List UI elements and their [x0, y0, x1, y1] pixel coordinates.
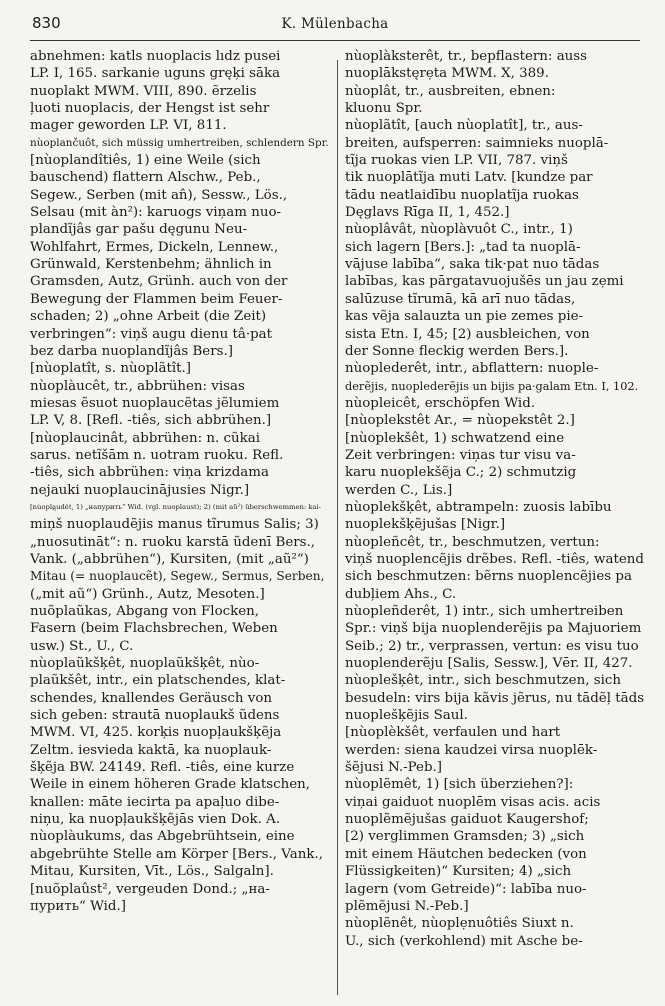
text-line: nuoplekšķẽjušas [Nigr.] [345, 517, 506, 533]
text-line: [nuõplaûst², vergeuden Dond.; „на- [30, 881, 270, 897]
running-title: K. Mülenbacha [281, 16, 389, 32]
text-line: miesas ẽsuot nuoplaucẽtas jẽlumiem [30, 395, 280, 411]
text-line: nuoplenderẽju [Salis, Sessw.], Vēr. II, 427. [345, 656, 633, 672]
text-line: kas vẽja salauzta un pie zemes pie- [345, 309, 584, 325]
text-line: Flüssigkeiten)“ Kursiten; 4) „sich [345, 864, 572, 880]
text-line: („mit aũ“) Grünh., Autz, Mesoten.] [30, 586, 265, 602]
text-line: niņu, ka nuopļaukšķẽjās vien Dok. A. [30, 812, 281, 828]
text-line: der Sonne fleckig werden Bers.]. [345, 343, 569, 359]
text-line: tĩja ruokas vien LP. VII, 787. viņš [345, 153, 568, 169]
text-line: Mitau (= nuoplaucẽt), Segew., Sermus, Serben, [30, 569, 325, 584]
page-header [30, 6, 640, 41]
text-line: Gramsden, Autz, Grünh. auch von der [30, 274, 288, 290]
text-line: MWM. VI, 425. korķis nuopļaukšķẽja [30, 725, 282, 741]
text-line: [2) verglimmen Gramsden; 3) „sich [345, 829, 585, 845]
text-line: viņš nuoplencẽjis drẽbes. Refl. -tiês, watend [345, 551, 644, 567]
text-line: bez darba nuoplandĩjâs Bers.] [30, 343, 233, 359]
text-line: nùoplâvât, nùoplàvuôt C., intr., 1) [345, 222, 573, 238]
page-number: 830 [32, 14, 61, 32]
text-line: plaũkšêt, intr., ein platschendes, klat- [30, 673, 286, 689]
text-line: nùopleñderêt, 1) intr., sich umhertreiben [345, 604, 624, 619]
text-line: mit einem Häutchen bedecken (von [345, 846, 587, 862]
text-line: U., sich (verkohlend) mit Asche be- [345, 933, 583, 949]
text-line: usw.) St., U., C. [30, 638, 134, 654]
column-divider [337, 60, 338, 995]
text-line: Weile in einem höheren Grade klatschen, [30, 777, 311, 793]
text-line: Selsau (mit àn²): karuogs viņam nuo- [30, 205, 282, 221]
text-line: nùopleñcêt, tr., beschmutzen, vertun: [345, 534, 600, 550]
text-line: LP. I, 165. sarkanie uguns gręķi sāka [30, 66, 281, 82]
text-line: tik nuoplātĩja muti Latv. [kundze par [345, 170, 593, 186]
text-line: nuoplakt MWM. VIII, 890. ẽrzelis [30, 83, 257, 99]
text-line: [nùopla̢udêt, 1) „напурить“ Wid. (vgl. nuoplaust); 2) (mit aũ²) überschwemmen: kai- [30, 502, 321, 511]
text-line: werden: siena kaudzei virsa nuoplēk- [345, 742, 598, 758]
text-line: nùoplešķêt, intr., sich beschmutzen, sich [345, 673, 622, 689]
text-line: abgebrühte Stelle am Körper [Bers., Vank., [30, 846, 323, 862]
text-line: -tiês, sich abbrühen: viņa krizdama [30, 465, 269, 481]
text-line: schendes, knallendes Geräusch von [30, 690, 273, 706]
text-line: verbringen“: viņš augu dienu tâ·pat [30, 326, 273, 342]
text-line: [nùoplekšêt, 1) schwatzend eine [345, 430, 565, 446]
text-line: nùoplederêt, intr., abflattern: nuople- [345, 361, 599, 377]
text-line: nuoplešķẽjis Saul. [345, 708, 468, 724]
text-line: sich geben: strautā nuoplaukš ũdens [30, 708, 280, 724]
text-line: „nuosutināt“: n. ruoku karstā ũdenī Bers., [30, 534, 316, 550]
text-line: nuõplaũkas, Abgang von Flocken, [30, 604, 260, 619]
text-line: mager geworden LP. VI, 811. [30, 118, 227, 134]
text-line: [nùoplatît, s. nùoplãtît.] [30, 361, 191, 377]
text-line: nùoplẽnêt, nùoplẹnuôtiês Siuxt n. [345, 916, 574, 932]
text-line: dubļiem Ahs., C. [345, 586, 457, 602]
text-line: nùoplât, tr., ausbreiten, ebnen: [345, 83, 556, 99]
text-line: [nùoplèkšêt, verfaulen und hart [345, 725, 561, 741]
text-line: nùoplàksterêt, tr., bepflastern: auss [345, 49, 588, 64]
text-line: Fasern (beim Flachsbrechen, Weben [30, 621, 278, 637]
text-line: nejauki nuoplaucinājusies Nigr.] [30, 482, 250, 498]
text-line: nùoplekšķêt, abtrampeln: zuosis labību [345, 499, 612, 515]
text-line: LP. V, 8. [Refl. -tiês, sich abbrühen.] [30, 413, 272, 429]
text-line: šẽjusi N.-Peb.] [345, 760, 443, 776]
text-line: nùoplãtît, [auch nùoplatît], tr., aus- [345, 118, 583, 134]
text-line: Segew., Serben (mit an̂), Sessw., Lös., [30, 187, 288, 203]
text-line: besudeln: virs bija kãvis jẽrus, nu tādẽļ tāds [345, 690, 645, 706]
text-line: lagern (vom Getreide)“: labība nuo- [345, 881, 587, 897]
text-line: Grünwald, Kerstenbehm; ähnlich in [30, 257, 272, 273]
text-line: salūzuse tĩrumā, kā arī nuo tādas, [345, 291, 576, 307]
text-line: miņš nuoplaudẽjis manus tĩrumus Salis; 3) [30, 517, 319, 533]
text-line: plandĩjâs gar pašu dęgunu Neu- [30, 222, 248, 238]
text-line: schaden; 2) „ohne Arbeit (die Zeit) [30, 309, 267, 325]
right-column [345, 48, 645, 998]
text-line: Wohlfahrt, Ermes, Dickeln, Lennew., [30, 239, 279, 255]
text-line: Bewegung der Flammen beim Feuer- [30, 291, 283, 307]
text-line: werden C., Lis.] [345, 482, 453, 498]
text-line: Zeltm. iesvieda kaktā, ka nuoplauk- [30, 742, 272, 758]
text-line: abnehmen: katls nuoplacis lıdz pusei [30, 49, 281, 64]
text-line: sista Etn. I, 45; [2) ausbleichen, von [345, 326, 590, 342]
text-line: [nùoplekstêt Ar., = nùopekstêt 2.] [345, 413, 575, 429]
text-line: [nùoplaucinât, abbrühen: n. cũkai [30, 430, 261, 446]
text-line: knallen: māte iecirta pa apaļuo dibe- [30, 794, 280, 810]
text-line: [nùoplandîtiês, 1) eine Weile (sich [30, 153, 261, 169]
text-line: viņai gaiduot nuoplēm visas acis. acis [345, 794, 601, 810]
text-line: nùoplàukums, das Abgebrühtsein, eine [30, 829, 295, 845]
text-line: sarus. netĩšām n. uotram ruoku. Refl. [30, 447, 284, 463]
text-line: šķẽja BW. 24149. Refl. -tiês, eine kurze [30, 760, 295, 776]
text-line: Zeit verbringen: viņas tur visu va- [345, 447, 576, 463]
text-line: nùoplàucêt, tr., abbrühen: visas [30, 378, 245, 394]
text-line: labības, kas pārgatavuojušēs un jau zẹmi [345, 274, 624, 290]
text-line: karu nuoplekšẽja C.; 2) schmutzig [345, 465, 577, 481]
text-line: derẽjis, nuoplederẽjis un bijis pa·galam Etn. I, 102. [345, 379, 639, 393]
text-line: sich beschmutzen: bẽrns nuoplencẽjies pa [345, 569, 632, 585]
text-line: sich lagern [Bers.]: „tad ta nuoplā- [345, 239, 581, 255]
text-line: nùoplaũkšķêt, nuoplaũkšķêt, nùo- [30, 656, 260, 672]
text-line: Mitau, Kursiten, Vīt., Lös., Salgaln]. [30, 864, 274, 880]
text-line: breiten, aufsperren: saimnieks nuoplā- [345, 135, 609, 151]
text-line: ļuoti nuoplacis, der Hengst ist sehr [30, 101, 270, 117]
left-column [30, 48, 330, 998]
text-line: Dęglavs Rīga II, 1, 452.] [345, 205, 510, 221]
text-line: bauschend) flattern Alschw., Peb., [30, 170, 261, 186]
text-line: kluonu Spr. [345, 101, 423, 117]
text-line: nuoplẽmẽjušas gaiduot Kaugershof; [345, 812, 589, 828]
text-line: Vank. („abbrühen“), Kursiten, (mit „aũ²“) [30, 551, 309, 567]
text-line: nùopleicêt, erschöpfen Wid. [345, 395, 536, 411]
text-line: nùoplẽmêt, 1) [sich überziehen?]: [345, 777, 574, 793]
text-line: tādu neatlaidību nuoplatĩja ruokas [345, 187, 579, 203]
text-line: Spr.: viņš bija nuoplenderẽjis pa Majuoriem [345, 621, 642, 637]
text-line: пурить“ Wid.] [30, 898, 126, 914]
text-line: plẽmẽjusi N.-Peb.] [345, 898, 469, 914]
text-line: Seib.; 2) tr., verprassen, vertun: es visu tuo [345, 638, 639, 654]
text-line: vājuse labība“, saka tik·pat nuo tādas [345, 257, 600, 273]
text-line: nùoplančuôt, sich müssig umhertreiben, schlendern Spr. [30, 136, 329, 149]
text-line: nuoplākstęrẹta MWM. X, 389. [345, 66, 549, 82]
